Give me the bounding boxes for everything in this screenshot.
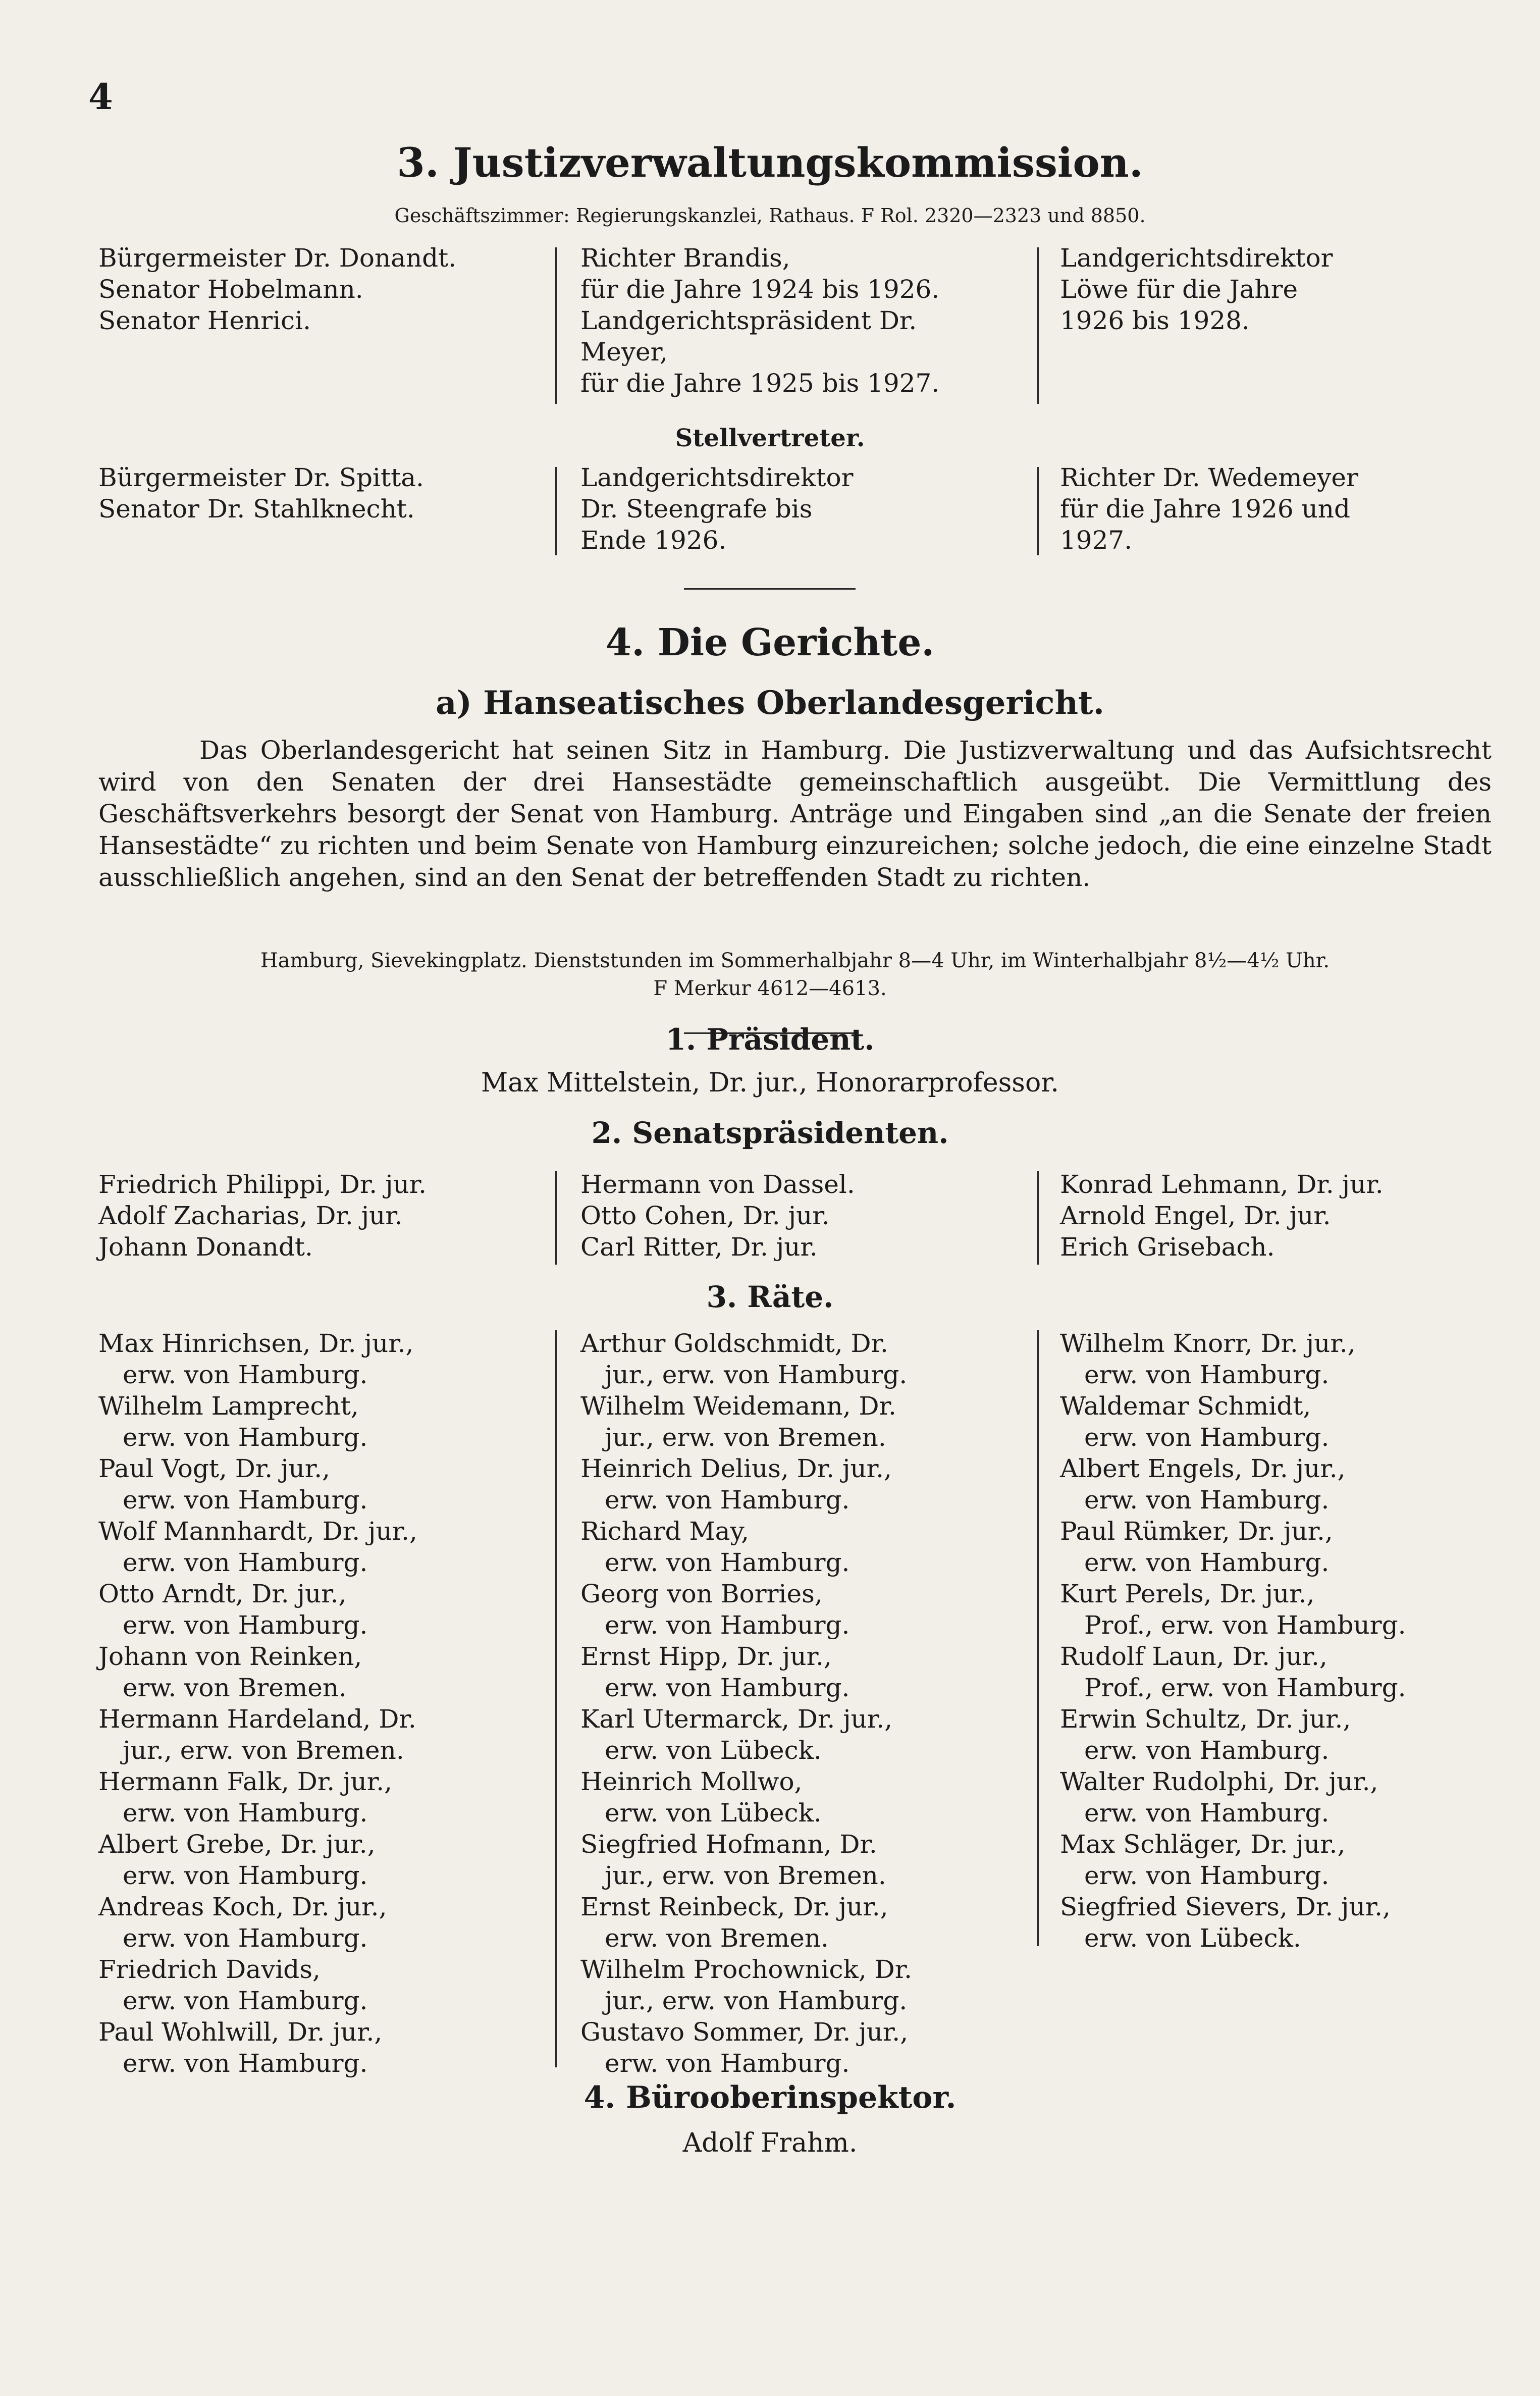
list-line: für die Jahre 1926 und bbox=[1060, 494, 1350, 524]
list-line: Senator Dr. Stahlknecht. bbox=[98, 494, 415, 524]
councillor-name: Albert Grebe, Dr. jur., bbox=[98, 1830, 376, 1859]
senate-presidents-title: 2. Senatspräsidenten. bbox=[591, 1116, 949, 1150]
deputies-col-3 bbox=[1060, 462, 1489, 556]
councillor-origin: erw. von Hamburg. bbox=[1084, 1423, 1330, 1452]
councillor-name: Hermann Hardeland, Dr. bbox=[98, 1704, 416, 1734]
councillor-name: Wolf Mannhardt, Dr. jur., bbox=[98, 1517, 417, 1546]
councillor-name: Gustavo Sommer, Dr. jur., bbox=[580, 2017, 909, 2047]
councillor-name: Karl Utermarck, Dr. jur., bbox=[580, 1704, 893, 1734]
section-3-title: 3. Justizverwaltungskommission. bbox=[397, 139, 1143, 186]
councillor-origin: jur., erw. von Hamburg. bbox=[605, 1986, 908, 2015]
list-line: Bürgermeister Dr. Spitta. bbox=[98, 463, 424, 492]
president-name: Max Mittelstein, Dr. jur., Honorarprofessor. bbox=[481, 1068, 1059, 1098]
councillor-name: Wilhelm Knorr, Dr. jur., bbox=[1060, 1329, 1356, 1358]
list-line: Senator Hobelmann. bbox=[98, 275, 363, 304]
column-divider bbox=[1037, 1330, 1039, 1946]
councillor-origin: erw. von Hamburg. bbox=[123, 1423, 368, 1452]
list-line: Landgerichtspräsident Dr. bbox=[580, 306, 917, 335]
councillor-origin: erw. von Hamburg. bbox=[123, 1548, 368, 1577]
councillor-name: Waldemar Schmidt, bbox=[1060, 1391, 1311, 1421]
councillor-name: Wilhelm Lamprecht, bbox=[98, 1391, 359, 1421]
councillor-name: Heinrich Delius, Dr. jur., bbox=[580, 1454, 892, 1483]
councillor-name: Richard May, bbox=[580, 1517, 749, 1546]
councillor-origin: erw. von Hamburg. bbox=[1084, 1548, 1330, 1577]
councillor-origin: erw. von Hamburg. bbox=[1084, 1798, 1330, 1828]
list-line: Richter Dr. Wedemeyer bbox=[1060, 463, 1358, 492]
councillor-origin: erw. von Hamburg. bbox=[605, 1485, 850, 1515]
inspector-name: Adolf Frahm. bbox=[682, 2128, 858, 2158]
councillor-origin: Prof., erw. von Hamburg. bbox=[1084, 1610, 1406, 1640]
councillor-origin: erw. von Lübeck. bbox=[1084, 1923, 1301, 1953]
president-title: 1. Präsident. bbox=[665, 1022, 875, 1057]
list-line: Konrad Lehmann, Dr. jur. bbox=[1060, 1170, 1384, 1199]
page-number: 4 bbox=[88, 76, 113, 118]
councillor-origin: erw. von Hamburg. bbox=[123, 1986, 368, 2015]
councillor-name: Otto Arndt, Dr. jur., bbox=[98, 1579, 347, 1608]
court-phone: F Merkur 4612—4613. bbox=[653, 977, 887, 1000]
councillors-title: 3. Räte. bbox=[706, 1280, 834, 1314]
list-line: Dr. Steengrafe bis bbox=[580, 494, 813, 524]
section-4-title: 4. Die Gerichte. bbox=[605, 621, 935, 664]
councillor-origin: erw. von Hamburg. bbox=[1084, 1861, 1330, 1890]
inspector-title: 4. Bürooberinspektor. bbox=[583, 2080, 957, 2115]
councillor-origin: erw. von Hamburg. bbox=[123, 1923, 368, 1953]
councillor-name: Rudolf Laun, Dr. jur., bbox=[1060, 1642, 1327, 1671]
column-divider bbox=[555, 467, 557, 555]
list-line: für die Jahre 1925 bis 1927. bbox=[580, 369, 940, 398]
list-line: Erich Grisebach. bbox=[1060, 1232, 1275, 1262]
councillor-origin: erw. von Hamburg. bbox=[123, 2049, 368, 2078]
list-line: Arnold Engel, Dr. jur. bbox=[1060, 1201, 1331, 1230]
councillor-origin: erw. von Hamburg. bbox=[1084, 1360, 1330, 1389]
councillor-origin: erw. von Hamburg. bbox=[605, 1673, 850, 1702]
councillor-origin: erw. von Hamburg. bbox=[1084, 1485, 1330, 1515]
councillor-name: Albert Engels, Dr. jur., bbox=[1060, 1454, 1346, 1483]
councillor-name: Andreas Koch, Dr. jur., bbox=[98, 1892, 387, 1921]
councillor-name: Ernst Hipp, Dr. jur., bbox=[580, 1642, 832, 1671]
list-line: Bürgermeister Dr. Donandt. bbox=[98, 243, 457, 273]
councillor-name: Siegfried Sievers, Dr. jur., bbox=[1060, 1892, 1391, 1921]
list-line: Meyer, bbox=[580, 337, 668, 367]
councillor-origin: erw. von Hamburg. bbox=[123, 1610, 368, 1640]
column-divider bbox=[555, 247, 557, 404]
councillors-col-3 bbox=[1060, 1328, 1489, 1954]
column-divider bbox=[1037, 467, 1039, 555]
councillor-origin: erw. von Lübeck. bbox=[605, 1736, 822, 1765]
councillor-origin: erw. von Bremen. bbox=[605, 1923, 829, 1953]
councillor-origin: erw. von Hamburg. bbox=[605, 1548, 850, 1577]
councillor-origin: erw. von Hamburg. bbox=[123, 1360, 368, 1389]
list-line: Carl Ritter, Dr. jur. bbox=[580, 1232, 818, 1262]
deputies-title: Stellvertreter. bbox=[675, 424, 865, 452]
members-col-3 bbox=[1060, 242, 1489, 336]
list-line: 1927. bbox=[1060, 526, 1133, 555]
list-line: Adolf Zacharias, Dr. jur. bbox=[98, 1201, 403, 1230]
list-line: Landgerichtsdirektor bbox=[580, 463, 854, 492]
list-line: 1926 bis 1928. bbox=[1060, 306, 1250, 335]
column-divider bbox=[1037, 247, 1039, 404]
councillor-name: Max Hinrichsen, Dr. jur., bbox=[98, 1329, 414, 1358]
councillor-origin: jur., erw. von Hamburg. bbox=[605, 1360, 908, 1389]
councillor-name: Hermann Falk, Dr. jur., bbox=[98, 1767, 392, 1796]
councillor-origin: erw. von Lübeck. bbox=[605, 1798, 822, 1828]
list-line: Richter Brandis, bbox=[580, 243, 790, 273]
councillor-origin: erw. von Hamburg. bbox=[605, 2049, 850, 2078]
members-col-2 bbox=[580, 242, 1025, 399]
column-divider bbox=[1037, 1171, 1039, 1265]
councillors-col-2 bbox=[580, 1328, 1025, 2079]
councillor-origin: Prof., erw. von Hamburg. bbox=[1084, 1673, 1406, 1702]
list-line: Hermann von Dassel. bbox=[580, 1170, 855, 1199]
list-line: Otto Cohen, Dr. jur. bbox=[580, 1201, 830, 1230]
senate-presidents-col-2 bbox=[580, 1169, 1025, 1263]
list-line: Ende 1926. bbox=[580, 526, 727, 555]
councillor-origin: erw. von Hamburg. bbox=[123, 1861, 368, 1890]
senate-presidents-col-3 bbox=[1060, 1169, 1489, 1263]
councillor-origin: jur., erw. von Bremen. bbox=[605, 1423, 886, 1452]
deputies-col-2 bbox=[580, 462, 1025, 556]
section-rule bbox=[684, 588, 856, 590]
list-line: Friedrich Philippi, Dr. jur. bbox=[98, 1170, 427, 1199]
councillor-name: Erwin Schultz, Dr. jur., bbox=[1060, 1704, 1351, 1734]
list-line: für die Jahre 1924 bis 1926. bbox=[580, 275, 940, 304]
senate-presidents-col-1 bbox=[98, 1169, 543, 1263]
councillor-origin: erw. von Bremen. bbox=[123, 1673, 347, 1702]
councillor-origin: erw. von Hamburg. bbox=[1084, 1736, 1330, 1765]
councillor-origin: jur., erw. von Bremen. bbox=[123, 1736, 404, 1765]
councillor-name: Siegfried Hofmann, Dr. bbox=[580, 1830, 877, 1859]
members-col-1 bbox=[98, 242, 543, 336]
councillor-origin: erw. von Hamburg. bbox=[123, 1485, 368, 1515]
councillor-name: Paul Rümker, Dr. jur., bbox=[1060, 1517, 1333, 1546]
councillor-name: Paul Vogt, Dr. jur., bbox=[98, 1454, 330, 1483]
councillor-origin: erw. von Hamburg. bbox=[123, 1798, 368, 1828]
councillor-name: Max Schläger, Dr. jur., bbox=[1060, 1830, 1346, 1859]
councillors-col-1 bbox=[98, 1328, 543, 2079]
councillor-name: Heinrich Mollwo, bbox=[580, 1767, 803, 1796]
column-divider bbox=[555, 1330, 557, 2067]
list-line: Löwe für die Jahre bbox=[1060, 275, 1298, 304]
court-address: Hamburg, Sievekingplatz. Dienststunden im Sommerhalbjahr 8—4 Uhr, im Winterhalbjahr 8½—4½ Uhr. bbox=[260, 949, 1330, 972]
councillor-name: Wilhelm Prochownick, Dr. bbox=[580, 1955, 913, 1984]
councillor-name: Paul Wohlwill, Dr. jur., bbox=[98, 2017, 383, 2047]
councillor-name: Wilhelm Weidemann, Dr. bbox=[580, 1391, 896, 1421]
councillor-origin: erw. von Hamburg. bbox=[605, 1610, 850, 1640]
councillor-name: Georg von Borries, bbox=[580, 1579, 823, 1608]
deputies-col-1 bbox=[98, 462, 543, 525]
councillor-origin: jur., erw. von Bremen. bbox=[605, 1861, 886, 1890]
councillor-name: Friedrich Davids, bbox=[98, 1955, 321, 1984]
list-line: Johann Donandt. bbox=[98, 1232, 313, 1262]
councillor-name: Arthur Goldschmidt, Dr. bbox=[580, 1329, 888, 1358]
councillor-name: Walter Rudolphi, Dr. jur., bbox=[1060, 1767, 1378, 1796]
office-info: Geschäftszimmer: Regierungskanzlei, Rathaus. F Rol. 2320—2323 und 8850. bbox=[394, 204, 1146, 227]
councillor-name: Johann von Reinken, bbox=[98, 1642, 362, 1671]
court-description: Das Oberlandesgericht hat seinen Sitz in Hamburg. Die Justizverwaltung und das Aufsichtsrecht wird von den Senaten der drei Hansestädte gemeinschaftlich ausgeübt. Die Vermittlung des Geschäftsverkehrs besorgt der Senat von Hamburg. Anträge und Eingaben sind „an die Senate der freien Hansestädte“ zu richten und beim Senate von Hamburg einzureichen; solche jedoch, die eine einzelne Stadt ausschließlich angehen, sind an den Senat der betreffenden Stadt zu richten. bbox=[98, 736, 1492, 892]
column-divider bbox=[555, 1171, 557, 1265]
list-line: Senator Henrici. bbox=[98, 306, 311, 335]
councillor-name: Ernst Reinbeck, Dr. jur., bbox=[580, 1892, 888, 1921]
court-subtitle: a) Hanseatisches Oberlandesgericht. bbox=[436, 684, 1104, 722]
councillor-name: Kurt Perels, Dr. jur., bbox=[1060, 1579, 1315, 1608]
list-line: Landgerichtsdirektor bbox=[1060, 243, 1333, 273]
